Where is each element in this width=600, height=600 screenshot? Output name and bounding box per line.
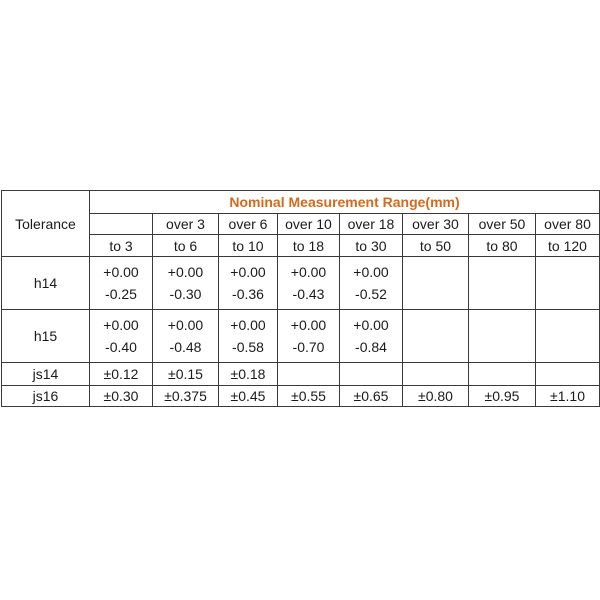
table-cell [469, 257, 536, 310]
range-to-5: to 30 [340, 235, 403, 257]
range-over-5: over 18 [340, 214, 403, 235]
range-over-8: over 80 [536, 214, 600, 235]
tolerance-name: js14 [2, 363, 90, 386]
table-cell: +0.00 -0.58 [219, 310, 278, 363]
range-to-7: to 80 [469, 235, 536, 257]
table-row-js16 [2, 386, 600, 407]
table-cell [278, 363, 340, 386]
table-cell [536, 257, 600, 310]
tolerance-name: h14 [2, 257, 90, 310]
range-to-6: to 50 [403, 235, 469, 257]
tolerance-name: js16 [2, 386, 90, 407]
range-to-3: to 10 [219, 235, 278, 257]
table-cell: ±0.15 [153, 363, 219, 386]
range-over-7: over 50 [469, 214, 536, 235]
table-cell: ±0.375 [153, 386, 219, 407]
table-cell [536, 310, 600, 363]
table-cell [469, 310, 536, 363]
table-cell [469, 363, 536, 386]
table-cell: ±0.45 [219, 386, 278, 407]
table-cell: +0.00 -0.70 [278, 310, 340, 363]
table-cell: ±0.12 [90, 363, 153, 386]
table-cell [340, 363, 403, 386]
table-cell [403, 363, 469, 386]
table-cell: ±0.65 [340, 386, 403, 407]
table-row-js14 [2, 363, 600, 386]
table-cell: +0.00 -0.43 [278, 257, 340, 310]
table-cell: ±0.55 [278, 386, 340, 407]
range-to-4: to 18 [278, 235, 340, 257]
range-over-1 [90, 214, 153, 235]
range-over-4: over 10 [278, 214, 340, 235]
range-over-2: over 3 [153, 214, 219, 235]
table-cell [403, 310, 469, 363]
table-title: Nominal Measurement Range(mm) [90, 191, 600, 214]
range-to-2: to 6 [153, 235, 219, 257]
table-cell: ±0.30 [90, 386, 153, 407]
table-cell [403, 257, 469, 310]
tolerance-name: h15 [2, 310, 90, 363]
table-cell: ±0.95 [469, 386, 536, 407]
table-cell: +0.00 -0.30 [153, 257, 219, 310]
table-cell: +0.00 -0.40 [90, 310, 153, 363]
table-cell: ±0.80 [403, 386, 469, 407]
table-cell: +0.00 -0.36 [219, 257, 278, 310]
range-to-1: to 3 [90, 235, 153, 257]
table-row-h15 [2, 310, 600, 363]
range-to-8: to 120 [536, 235, 600, 257]
range-over-3: over 6 [219, 214, 278, 235]
table-row-h14 [2, 257, 600, 310]
table-cell: +0.00 -0.25 [90, 257, 153, 310]
tolerance-table [1, 190, 600, 407]
range-over-6: over 30 [403, 214, 469, 235]
table-cell [536, 363, 600, 386]
table-cell: +0.00 -0.48 [153, 310, 219, 363]
table-cell: ±1.10 [536, 386, 600, 407]
table-cell: +0.00 -0.52 [340, 257, 403, 310]
row-header-label: Tolerance [2, 191, 90, 257]
table-cell: +0.00 -0.84 [340, 310, 403, 363]
table-cell: ±0.18 [219, 363, 278, 386]
